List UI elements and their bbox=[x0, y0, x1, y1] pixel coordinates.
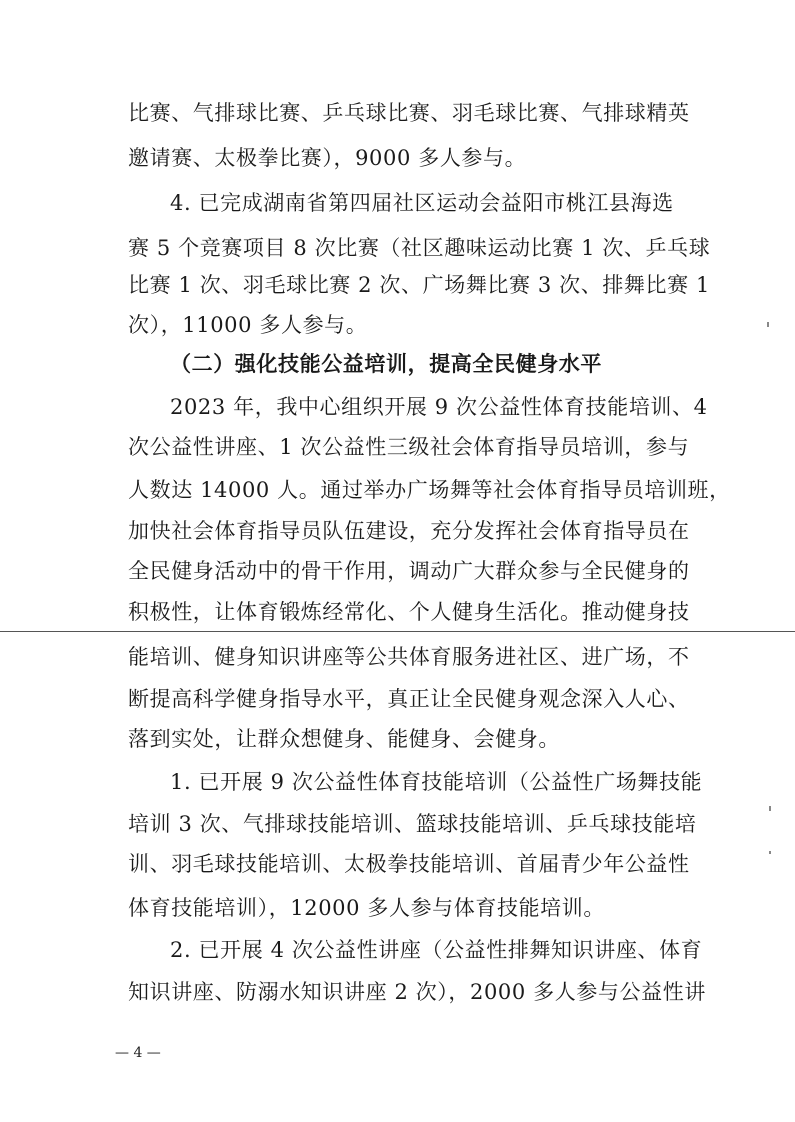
text-line: 邀请赛、太极拳比赛），9000 多人参与。 bbox=[128, 146, 527, 170]
text-line: 训、羽毛球技能培训、太极拳技能培训、首届青少年公益性 bbox=[128, 852, 690, 876]
scan-fold-line bbox=[0, 631, 795, 632]
section-heading: （二）强化技能公益培训，提高全民健身水平 bbox=[170, 351, 602, 376]
text-line: 2. 已开展 4 次公益性讲座（公益性排舞知识讲座、体育 bbox=[170, 938, 703, 962]
text-line: 次），11000 多人参与。 bbox=[128, 313, 368, 337]
text-line: 断提高科学健身指导水平，真正让全民健身观念深入人心、 bbox=[128, 687, 690, 711]
text-line: 落到实处，让群众想健身、能健身、会健身。 bbox=[128, 727, 560, 751]
text-line: 赛 5 个竞赛项目 8 次比赛（社区趣味运动比赛 1 次、乒乓球 bbox=[128, 236, 711, 260]
text-line: 次公益性讲座、1 次公益性三级社会体育指导员培训，参与 bbox=[128, 435, 690, 459]
text-line: 4. 已完成湖南省第四届社区运动会益阳市桃江县海选 bbox=[170, 191, 674, 215]
scan-speck bbox=[767, 322, 769, 327]
text-line: 加快社会体育指导员队伍建设，充分发挥社会体育指导员在 bbox=[128, 519, 690, 543]
text-line: 比赛 1 次、羽毛球比赛 2 次、广场舞比赛 3 次、排舞比赛 1 bbox=[128, 273, 710, 297]
text-line: 1. 已开展 9 次公益性体育技能培训（公益性广场舞技能 bbox=[170, 770, 703, 794]
text-line: 比赛、气排球比赛、乒乓球比赛、羽毛球比赛、气排球精英 bbox=[128, 101, 690, 125]
text-line: 人数达 14000 人。通过举办广场舞等社会体育指导员培训班， bbox=[128, 478, 731, 502]
text-line: 全民健身活动中的骨干作用，调动广大群众参与全民健身的 bbox=[128, 559, 690, 583]
text-line: 2023 年，我中心组织开展 9 次公益性体育技能培训、4 bbox=[170, 395, 708, 419]
text-line: 知识讲座、防溺水知识讲座 2 次），2000 多人参与公益性讲 bbox=[128, 980, 706, 1004]
text-line: 积极性，让体育锻炼经常化、个人健身生活化。推动健身技 bbox=[128, 600, 690, 624]
text-line: 能培训、健身知识讲座等公共体育服务进社区、进广场，不 bbox=[128, 645, 690, 669]
scan-speck bbox=[769, 806, 771, 811]
scan-speck bbox=[769, 851, 771, 854]
text-line: 体育技能培训），12000 多人参与体育技能培训。 bbox=[128, 896, 605, 920]
page-number: — 4 — bbox=[115, 1045, 161, 1061]
text-line: 培训 3 次、气排球技能培训、篮球技能培训、乒乓球技能培 bbox=[128, 812, 697, 836]
